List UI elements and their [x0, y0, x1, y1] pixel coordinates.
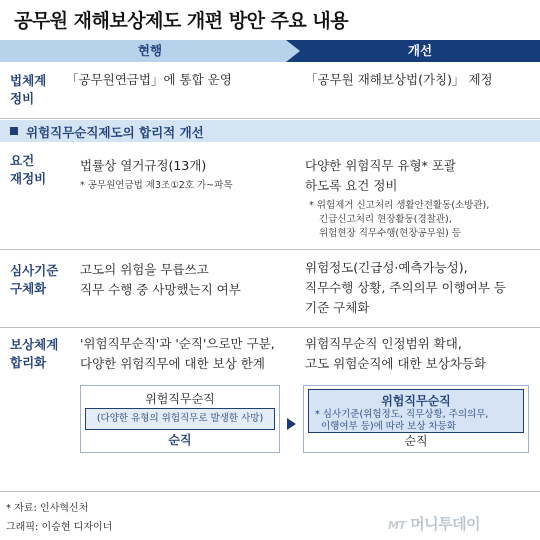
- source-note: * 자료: 인사혁신처: [6, 503, 89, 514]
- new-line: 직무수행 상황, 주의의무 이행여부 등: [305, 280, 506, 295]
- box-inner-panel: [308, 389, 524, 433]
- row-label: [10, 152, 46, 188]
- current-line: 법률상 열거규정(13개): [80, 158, 207, 173]
- square-bullet-icon: [10, 127, 18, 135]
- row-law: [0, 62, 540, 119]
- row-label-line: 심사기준: [10, 263, 59, 278]
- column-header-current: 현행: [0, 40, 300, 62]
- row-label-line: 요건: [10, 153, 35, 168]
- new-diagram-box: [303, 385, 529, 453]
- current-line: 고도의 위험을 무릅쓰고: [80, 262, 209, 277]
- row-label-line: 합리화: [10, 355, 47, 370]
- box-top-label: 위험직무순직: [145, 392, 215, 406]
- box-inner-label: (다양한 유형의 위험직무로 발생한 사망): [85, 408, 275, 430]
- column-header-row: [0, 40, 540, 62]
- new-line: 고도 위험순직에 대한 보상차등화: [305, 356, 486, 371]
- logo-mt: MT: [388, 519, 406, 532]
- current-diagram-box: [80, 385, 280, 453]
- current-text: [80, 156, 233, 193]
- new-line: 위험직무순직 인정범위 확대,: [305, 336, 462, 351]
- new-text: [305, 156, 489, 241]
- note-line: * 위험제거 신고처리 생활안전활동(소방관),: [309, 200, 490, 211]
- current-note: * 공무원연금법 제3조①2호 가~파목: [80, 180, 233, 191]
- current-line: '위험직무순직'과 '순직'으로만 구분,: [80, 336, 275, 351]
- box-bottom-label: 순직: [168, 433, 192, 447]
- note-line: 위험현장 직무수행(현장공무원) 등: [319, 228, 461, 239]
- box-inner-title: 위험직무순직: [381, 394, 451, 408]
- logo-text: 머니투데이: [410, 515, 481, 533]
- new-text: [305, 334, 486, 374]
- arrow-right-icon: [287, 418, 296, 430]
- graphic-credit: 그래픽: 이승현 디자이너: [6, 522, 113, 533]
- row-label-line: 정비: [10, 91, 35, 106]
- row-review: [0, 250, 540, 328]
- new-line: 기준 구체화: [305, 300, 370, 315]
- row-label: [10, 72, 46, 108]
- row-label-line: 법체계: [10, 73, 47, 88]
- current-text: 「공무원연금법」에 통합 운영: [66, 72, 232, 87]
- section-band: [0, 120, 540, 142]
- new-text: [305, 258, 506, 318]
- note-line: 긴급신고처리 현장활동(경찰관),: [319, 214, 452, 225]
- new-line: 하도록 요건 정비: [305, 178, 398, 193]
- box-bottom-label: 순직: [404, 434, 428, 448]
- row-label: [10, 336, 58, 372]
- box-inner-note: * 심사기준(위험정도, 직무상황, 주의의무,: [315, 409, 489, 420]
- new-line: 위험정도(긴급성·예측가능성),: [305, 260, 468, 275]
- section-title: 위험직무순직제도의 합리적 개선: [26, 125, 204, 140]
- row-requirement: [0, 142, 540, 250]
- new-note: [305, 199, 489, 241]
- current-line: 직무 수행 중 사망했는지 여부: [80, 282, 241, 297]
- current-text: [80, 260, 241, 300]
- new-line: 다양한 위험직무 유형* 포괄: [305, 158, 456, 173]
- box-inner-note: 이행여부 등)에 따라 보상 차등화: [321, 421, 457, 432]
- row-label-line: 재정비: [10, 171, 47, 186]
- current-line: 다양한 위험직무에 대한 보상 한계: [80, 356, 265, 371]
- row-label-line: 보상체계: [10, 337, 59, 352]
- row-label-line: 구체화: [10, 281, 47, 296]
- page-title: 공무원 재해보상제도 개편 방안 주요 내용: [14, 10, 349, 32]
- current-text: [80, 334, 275, 374]
- new-text: 「공무원 재해보상법(가칭)」 제정: [305, 72, 493, 87]
- row-label: [10, 262, 58, 298]
- watermark-logo: [388, 513, 480, 534]
- column-header-new: 개선: [300, 40, 540, 62]
